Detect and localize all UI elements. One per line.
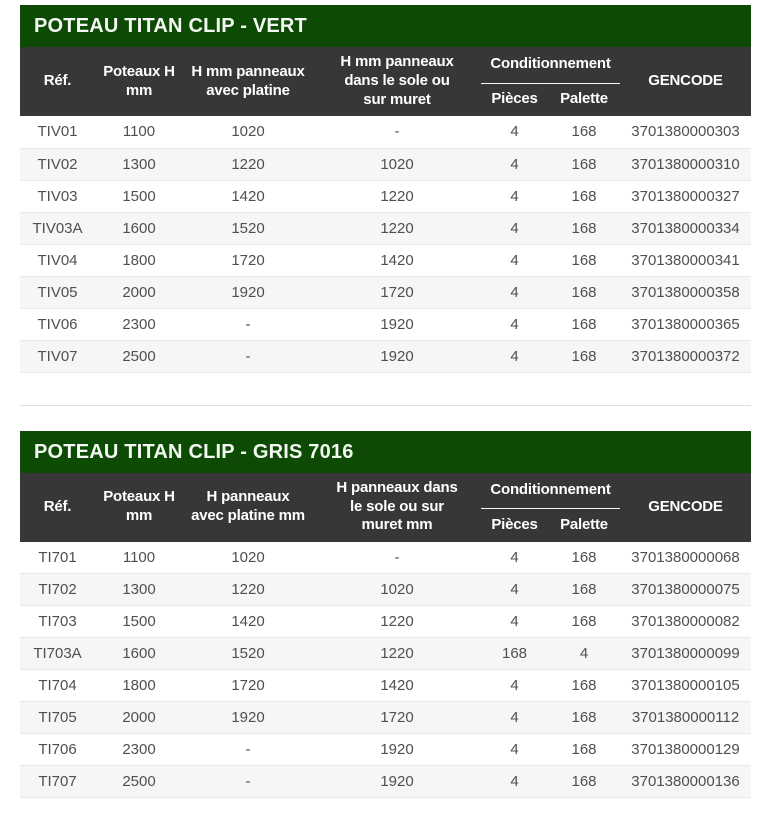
- column-header-poteaux-h: Poteaux H mm: [95, 47, 183, 116]
- cell-panneaux-muret: 1220: [380, 613, 414, 630]
- cell-panneaux-platine: 1920: [231, 709, 265, 726]
- table-header-gris-7016: [20, 473, 751, 542]
- cell-poteaux-h: 1100: [122, 123, 156, 141]
- cell-panneaux-platine: 1220: [231, 581, 265, 598]
- cell-pieces: 4: [510, 709, 519, 726]
- cell-ref: TI703A: [33, 645, 82, 662]
- cell-gencode: 3701380000358: [631, 283, 740, 301]
- table-row: [20, 244, 751, 276]
- cell-poteaux-h: 2300: [122, 741, 156, 758]
- cell-palette: 168: [571, 283, 597, 301]
- cell-palette: 168: [571, 548, 597, 566]
- cell-gencode: 3701380000129: [631, 741, 740, 758]
- cell-palette: 168: [571, 581, 597, 598]
- table-row: [20, 116, 751, 148]
- cell-pieces: 4: [510, 581, 519, 598]
- cell-poteaux-h: 1300: [122, 155, 156, 173]
- cell-ref: TIV01: [37, 123, 78, 141]
- cell-poteaux-h: 2500: [122, 347, 156, 365]
- column-header-ref: Réf.: [20, 473, 95, 542]
- cell-palette: 168: [571, 613, 597, 630]
- cell-poteaux-h: 1100: [122, 548, 156, 566]
- column-header-pieces: Pièces: [481, 509, 548, 542]
- column-header-panneaux-muret: H mm panneaux dans le sole ou sur muret: [313, 47, 481, 116]
- table-row: [20, 276, 751, 308]
- cell-ref: TIV04: [37, 251, 78, 269]
- cell-palette: 168: [571, 187, 597, 205]
- cell-palette: 168: [571, 677, 597, 694]
- cell-palette: 168: [571, 709, 597, 726]
- cell-gencode: 3701380000341: [631, 251, 740, 269]
- cell-panneaux-muret: 1420: [380, 677, 414, 694]
- cell-panneaux-muret: -: [394, 548, 400, 566]
- cell-pieces: 4: [510, 155, 519, 173]
- cell-poteaux-h: 1600: [122, 645, 156, 662]
- cell-ref: TI706: [38, 741, 77, 758]
- table-title-vert: POTEAU TITAN CLIP - VERT: [20, 5, 751, 47]
- cell-panneaux-muret: 1020: [380, 155, 414, 173]
- table-row: [20, 340, 751, 372]
- cell-ref: TIV02: [37, 155, 78, 173]
- cell-gencode: 3701380000075: [631, 581, 740, 598]
- product-table-section-vert: [20, 5, 751, 373]
- table-row: [20, 542, 751, 574]
- section-divider: [20, 405, 751, 406]
- cell-panneaux-platine: 1520: [231, 645, 265, 662]
- table-row: [20, 212, 751, 244]
- cell-ref: TIV06: [37, 315, 78, 333]
- cell-poteaux-h: 1500: [122, 613, 156, 630]
- cell-pieces: 4: [510, 123, 519, 141]
- cell-panneaux-muret: 1220: [380, 219, 414, 237]
- cell-pieces: 4: [510, 219, 519, 237]
- column-header-palette: Palette: [548, 83, 620, 116]
- cell-pieces: 4: [510, 548, 519, 566]
- table-row: [20, 766, 751, 798]
- cell-palette: 168: [571, 219, 597, 237]
- cell-gencode: 3701380000082: [631, 613, 740, 630]
- table-row: [20, 606, 751, 638]
- cell-panneaux-muret: 1720: [380, 283, 414, 301]
- cell-ref: TIV07: [37, 347, 78, 365]
- cell-panneaux-muret: -: [394, 123, 400, 141]
- spec-table-vert: [20, 47, 751, 373]
- cell-gencode: 3701380000327: [631, 187, 740, 205]
- column-header-conditionnement: Conditionnement: [481, 47, 620, 83]
- cell-panneaux-muret: 1920: [380, 347, 414, 365]
- cell-gencode: 3701380000303: [631, 123, 740, 141]
- cell-palette: 168: [571, 123, 597, 141]
- column-header-gencode: GENCODE: [620, 473, 751, 542]
- cell-panneaux-platine: -: [245, 315, 251, 333]
- table-body-gris-7016: [20, 542, 751, 798]
- cell-poteaux-h: 1800: [122, 251, 156, 269]
- cell-poteaux-h: 2000: [122, 283, 156, 301]
- cell-panneaux-platine: 1020: [231, 123, 265, 141]
- cell-panneaux-muret: 1220: [380, 645, 414, 662]
- cell-panneaux-platine: 1420: [231, 187, 265, 205]
- cell-panneaux-platine: -: [245, 347, 251, 365]
- cell-panneaux-muret: 1020: [380, 581, 414, 598]
- spec-table-gris-7016: [20, 473, 751, 799]
- product-table-section-gris-7016: [20, 431, 751, 799]
- table-row: [20, 148, 751, 180]
- cell-panneaux-platine: -: [245, 741, 251, 758]
- cell-ref: TI705: [38, 709, 77, 726]
- cell-panneaux-muret: 1420: [380, 251, 414, 269]
- cell-pieces: 4: [510, 315, 519, 333]
- cell-pieces: 168: [501, 645, 528, 662]
- cell-pieces: 4: [510, 613, 519, 630]
- column-header-gencode: GENCODE: [620, 47, 751, 116]
- cell-poteaux-h: 2500: [122, 773, 156, 790]
- table-header-vert: [20, 47, 751, 116]
- cell-palette: 168: [571, 347, 597, 365]
- cell-panneaux-muret: 1920: [380, 741, 414, 758]
- cell-gencode: 3701380000372: [631, 347, 740, 365]
- cell-pieces: 4: [510, 251, 519, 269]
- cell-pieces: 4: [510, 347, 519, 365]
- cell-ref: TIV03A: [32, 219, 83, 237]
- cell-gencode: 3701380000112: [631, 709, 740, 726]
- column-header-panneaux-platine: H panneaux avec platine mm: [183, 473, 313, 542]
- cell-panneaux-muret: 1720: [380, 709, 414, 726]
- table-row: [20, 574, 751, 606]
- cell-gencode: 3701380000365: [631, 315, 740, 333]
- cell-gencode: 3701380000136: [631, 773, 740, 790]
- column-header-palette: Palette: [548, 509, 620, 542]
- cell-palette: 168: [571, 251, 597, 269]
- cell-pieces: 4: [510, 187, 519, 205]
- cell-panneaux-platine: 1020: [231, 548, 265, 566]
- column-header-conditionnement: Conditionnement: [481, 473, 620, 509]
- table-title-gris-7016: POTEAU TITAN CLIP - GRIS 7016: [20, 431, 751, 473]
- cell-poteaux-h: 2000: [122, 709, 156, 726]
- cell-panneaux-platine: 1220: [231, 155, 265, 173]
- cell-poteaux-h: 1300: [122, 581, 156, 598]
- cell-ref: TIV05: [37, 283, 78, 301]
- cell-poteaux-h: 1800: [122, 677, 156, 694]
- table-row: [20, 702, 751, 734]
- cell-panneaux-muret: 1920: [380, 315, 414, 333]
- cell-ref: TI702: [38, 581, 77, 598]
- column-header-pieces: Pièces: [481, 83, 548, 116]
- column-header-poteaux-h: Poteaux H mm: [95, 473, 183, 542]
- table-body-vert: [20, 116, 751, 372]
- cell-poteaux-h: 1600: [122, 219, 156, 237]
- cell-poteaux-h: 1500: [122, 187, 156, 205]
- cell-ref: TI704: [38, 677, 77, 694]
- cell-panneaux-platine: -: [245, 773, 251, 790]
- cell-panneaux-platine: 1720: [231, 677, 265, 694]
- cell-ref: TI701: [38, 548, 77, 566]
- cell-palette: 168: [571, 773, 597, 790]
- cell-gencode: 3701380000099: [631, 645, 740, 662]
- table-row: [20, 308, 751, 340]
- cell-palette: 4: [579, 645, 589, 662]
- cell-ref: TI707: [38, 773, 77, 790]
- cell-panneaux-platine: 1720: [231, 251, 265, 269]
- cell-gencode: 3701380000334: [631, 219, 740, 237]
- cell-panneaux-muret: 1920: [380, 773, 414, 790]
- cell-pieces: 4: [510, 677, 519, 694]
- cell-pieces: 4: [510, 283, 519, 301]
- table-row: [20, 180, 751, 212]
- cell-ref: TI703: [38, 613, 77, 630]
- cell-gencode: 3701380000310: [631, 155, 740, 173]
- cell-palette: 168: [571, 155, 597, 173]
- cell-panneaux-platine: 1420: [231, 613, 265, 630]
- cell-panneaux-platine: 1520: [231, 219, 265, 237]
- cell-panneaux-muret: 1220: [380, 187, 414, 205]
- column-header-ref: Réf.: [20, 47, 95, 116]
- cell-palette: 168: [571, 315, 597, 333]
- cell-palette: 168: [571, 741, 597, 758]
- column-header-panneaux-platine: H mm panneaux avec platine: [183, 47, 313, 116]
- cell-pieces: 4: [510, 741, 519, 758]
- table-row: [20, 638, 751, 670]
- cell-gencode: 3701380000068: [631, 548, 740, 566]
- cell-poteaux-h: 2300: [122, 315, 156, 333]
- cell-panneaux-platine: 1920: [231, 283, 265, 301]
- column-header-panneaux-muret: H panneaux dans le sole ou sur muret mm: [313, 473, 481, 542]
- cell-gencode: 3701380000105: [631, 677, 740, 694]
- cell-pieces: 4: [510, 773, 519, 790]
- table-row: [20, 734, 751, 766]
- table-row: [20, 670, 751, 702]
- cell-ref: TIV03: [37, 187, 78, 205]
